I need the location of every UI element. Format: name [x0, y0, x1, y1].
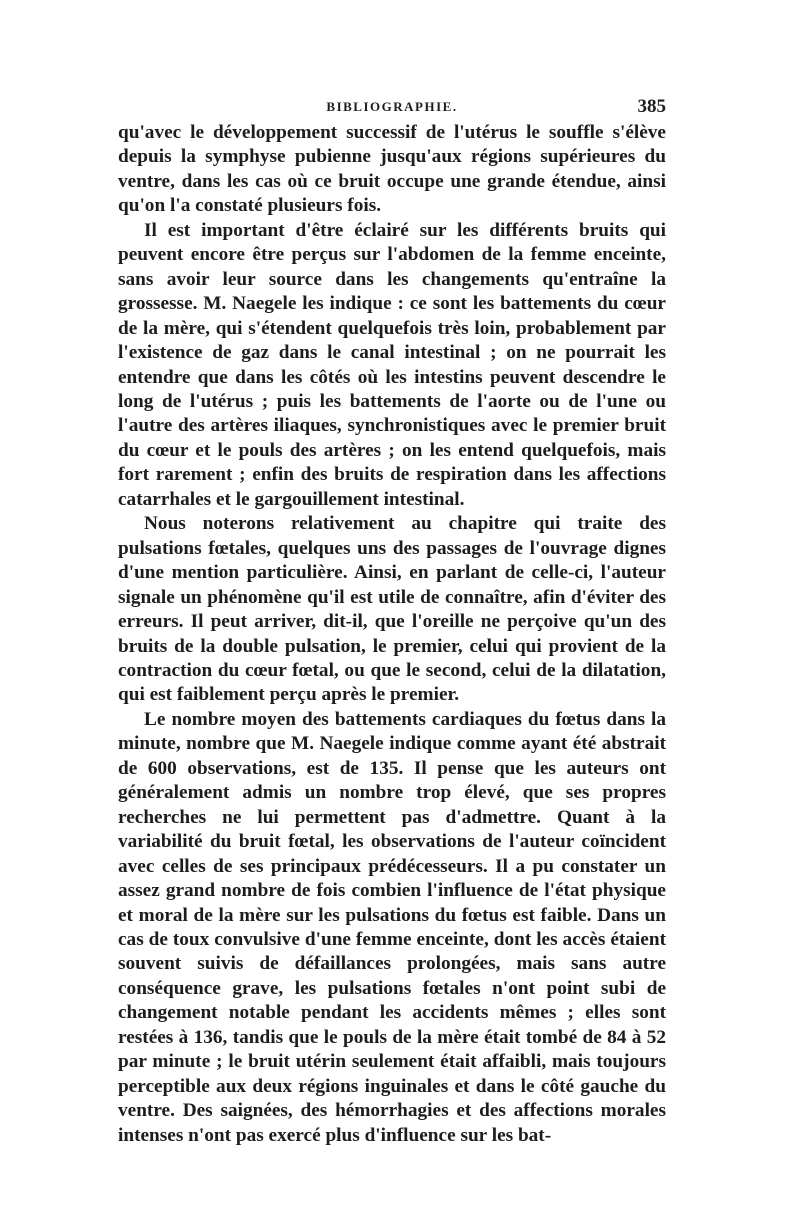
body-text	[118, 121, 666, 1148]
running-title: BIBLIOGRAPHIE.	[326, 99, 458, 114]
page-number: 385	[637, 96, 666, 117]
paragraph-nombre-battements: Le nombre moyen des battements cardiaques du fœtus dans la minute, nombre que M. Naegele indique comme ayant été abstrait de 600 observations, est de 135. Il pense que les auteurs ont généralement admis un nombre trop élevé, que ses propres recherches ne lui permettent pas d'admettre. Quant à la variabilité du bruit fœtal, les observations de l'auteur coïncident avec celles de ses principaux prédécesseurs. Il a pu constater un assez grand nombre de fois combien l'influence de l'état physique et moral de la mère sur les pulsations du fœtus est faible. Dans un cas de toux convulsive d'une femme enceinte, dont les accès étaient souvent suivis de défaillances prolongées, mais sans autre conséquence grave, les pulsations fœtales n'ont point subi de changement notable pendant les accidents mêmes ; elles sont restées à 136, tandis que le pouls de la mère était tombé de 84 à 52 par minute ; le bruit utérin seulement était affaibli, mais toujours perceptible aux deux régions inguinales et dans le côté gauche du ventre. Des saignées, des hémorrhagies et des affections morales intenses n'ont pas exercé plus d'influence sur les bat-	[118, 708, 666, 1146]
paragraph-pulsations-foetales: Nous noterons relativement au chapitre qui traite des pulsations fœtales, quelques uns des passages de l'ouvrage dignes d'une mention particulière. Ainsi, en parlant de celle-ci, l'auteur signale un phénomène qu'il est utile de connaître, afin d'éviter des erreurs. Il peut arriver, dit-il, que l'oreille ne perçoive qu'un des bruits de la double pulsation, le premier, celui qui provient de la contraction du cœur fœtal, ou que le second, celui de la dilatation, qui est faiblement perçu après le premier.	[118, 513, 666, 706]
page-header	[118, 96, 666, 118]
paragraph-continuation: qu'avec le développement successif de l'utérus le souffle s'élève depuis la symphyse pubienne jusqu'aux régions supérieures du ventre, dans les cas où ce bruit occupe une grande étendue, ainsi qu'on l'a constaté plusieurs fois.	[118, 122, 666, 217]
paragraph-bruits-abdomen: Il est important d'être éclairé sur les différents bruits qui peuvent encore être perçus sur l'abdomen de la femme enceinte, sans avoir leur source dans les changements qu'entraîne la grossesse. M. Naegele les indique : ce sont les battements du cœur de la mère, qui s'étendent quelquefois très loin, probablement par l'existence de gaz dans le canal intestinal ; on ne pourrait les entendre que dans les côtés où les intestins peuvent descendre le long de l'utérus ; puis les battements de l'aorte ou de l'une ou l'autre des artères iliaques, synchronistiques avec le premier bruit du cœur et le pouls des artères ; on les entend quelquefois, mais fort rarement ; enfin des bruits de respiration dans les affections catarrhales et le gargouillement intestinal.	[118, 219, 666, 510]
